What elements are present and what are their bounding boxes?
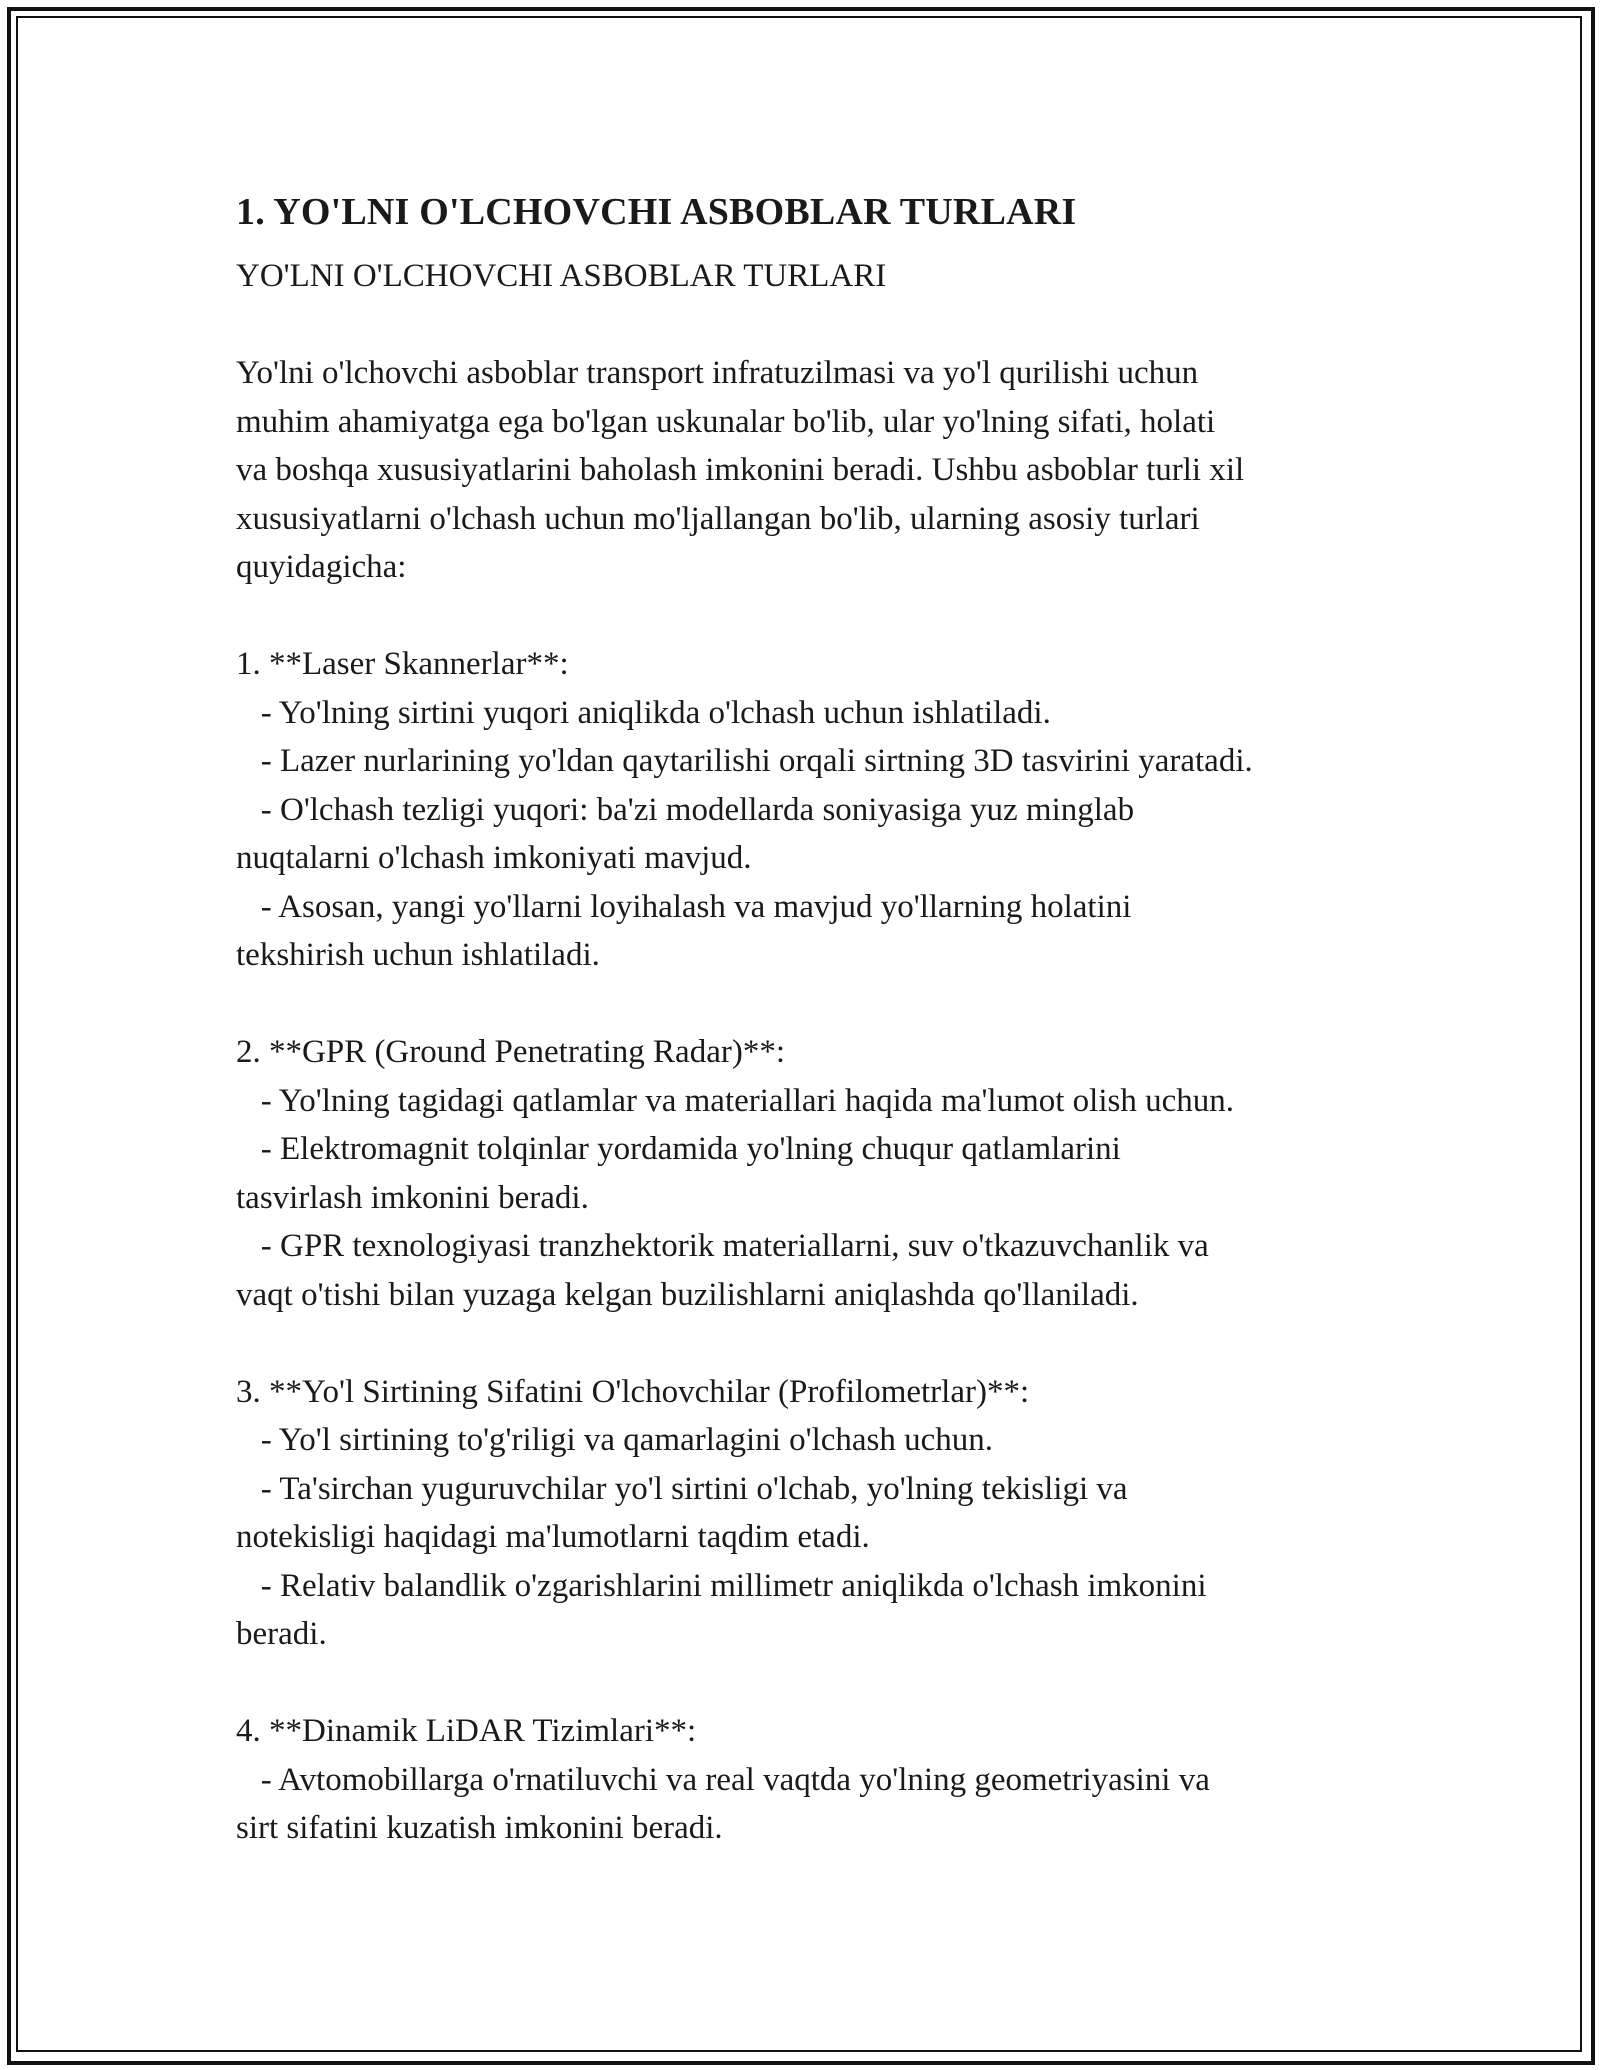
intro-line: quyidagicha: [236, 549, 407, 585]
section-lidar [236, 1707, 1416, 1853]
section-line: beradi. [236, 1616, 327, 1652]
section-laser-scanners [236, 640, 1416, 980]
section-line: - Yo'lning tagidagi qatlamlar va materiallari haqida ma'lumot olish uchun. [236, 1082, 1235, 1119]
section-line: tekshirish uchun ishlatiladi. [236, 937, 600, 973]
section-profilometers [236, 1368, 1416, 1659]
section-line: - GPR texnologiyasi tranzhektorik materiallarni, suv o'tkazuvchanlik va [236, 1228, 1209, 1264]
section-line: tasvirlash imkonini beradi. [236, 1179, 589, 1216]
section-heading: 3. **Yo'l Sirtining Sifatini O'lchovchilar (Profilometrlar)**: [236, 1373, 1030, 1410]
paragraph-gap [236, 1319, 1416, 1368]
section-line: - Asosan, yangi yo'llarni loyihalash va mavjud yo'llarning holatini [236, 888, 1132, 925]
paragraph-gap [236, 1659, 1416, 1708]
document-title: 1. YO'LNI O'LCHOVCHI ASBOBLAR TURLARI [236, 191, 1077, 233]
section-line: nuqtalarni o'lchash imkoniyati mavjud. [236, 840, 752, 876]
document-body [236, 186, 1416, 1853]
section-line: - Relativ balandlik o'zgarishlarini millimetr aniqlikda o'lchash imkonini [236, 1567, 1207, 1604]
section-line: notekisligi haqidagi ma'lumotlarni taqdim etadi. [236, 1519, 870, 1555]
section-line: - Lazer nurlarining yo'ldan qaytarilishi orqali sirtning 3D tasvirini yaratadi. [236, 743, 1253, 779]
paragraph-gap [236, 980, 1416, 1029]
intro-line: va boshqa xususiyatlarini baholash imkonini beradi. Ushbu asboblar turli xil [236, 452, 1245, 488]
paragraph-gap [236, 592, 1416, 641]
section-line: - Yo'lning sirtini yuqori aniqlikda o'lchash uchun ishlatiladi. [236, 694, 1051, 731]
document-subtitle: YO'LNI O'LCHOVCHI ASBOBLAR TURLARI [236, 258, 887, 294]
section-line: - Avtomobillarga o'rnatiluvchi va real vaqtda yo'lning geometriyasini va [236, 1761, 1210, 1798]
section-line: - Elektromagnit tolqinlar yordamida yo'lning chuqur qatlamlarini [236, 1131, 1121, 1167]
intro-line: xususiyatlarni o'lchash uchun mo'ljallangan bo'lib, ularning asosiy turlari [236, 500, 1200, 537]
section-heading: 1. **Laser Skannerlar**: [236, 646, 569, 682]
section-heading: 2. **GPR (Ground Penetrating Radar)**: [236, 1034, 785, 1070]
intro-line: Yo'lni o'lchovchi asboblar transport infratuzilmasi va yo'l qurilishi uchun [236, 355, 1199, 391]
section-line: - Yo'l sirtining to'g'riligi va qamarlagini o'lchash uchun. [236, 1422, 994, 1458]
intro-line: muhim ahamiyatga ega bo'lgan uskunalar bo'lib, ular yo'lning sifati, holati [236, 403, 1216, 440]
section-line: - Ta'sirchan yuguruvchilar yo'l sirtini o'lchab, yo'lning tekisligi va [236, 1470, 1128, 1507]
section-line: sirt sifatini kuzatish imkonini beradi. [236, 1810, 723, 1846]
section-line: - O'lchash tezligi yuqori: ba'zi modellarda soniyasiga yuz minglab [236, 791, 1135, 828]
section-gpr [236, 1028, 1416, 1319]
section-heading: 4. **Dinamik LiDAR Tizimlari**: [236, 1713, 697, 1749]
section-line: vaqt o'tishi bilan yuzaga kelgan buzilishlarni aniqlashda qo'llaniladi. [236, 1276, 1139, 1313]
intro-paragraph [236, 349, 1416, 592]
